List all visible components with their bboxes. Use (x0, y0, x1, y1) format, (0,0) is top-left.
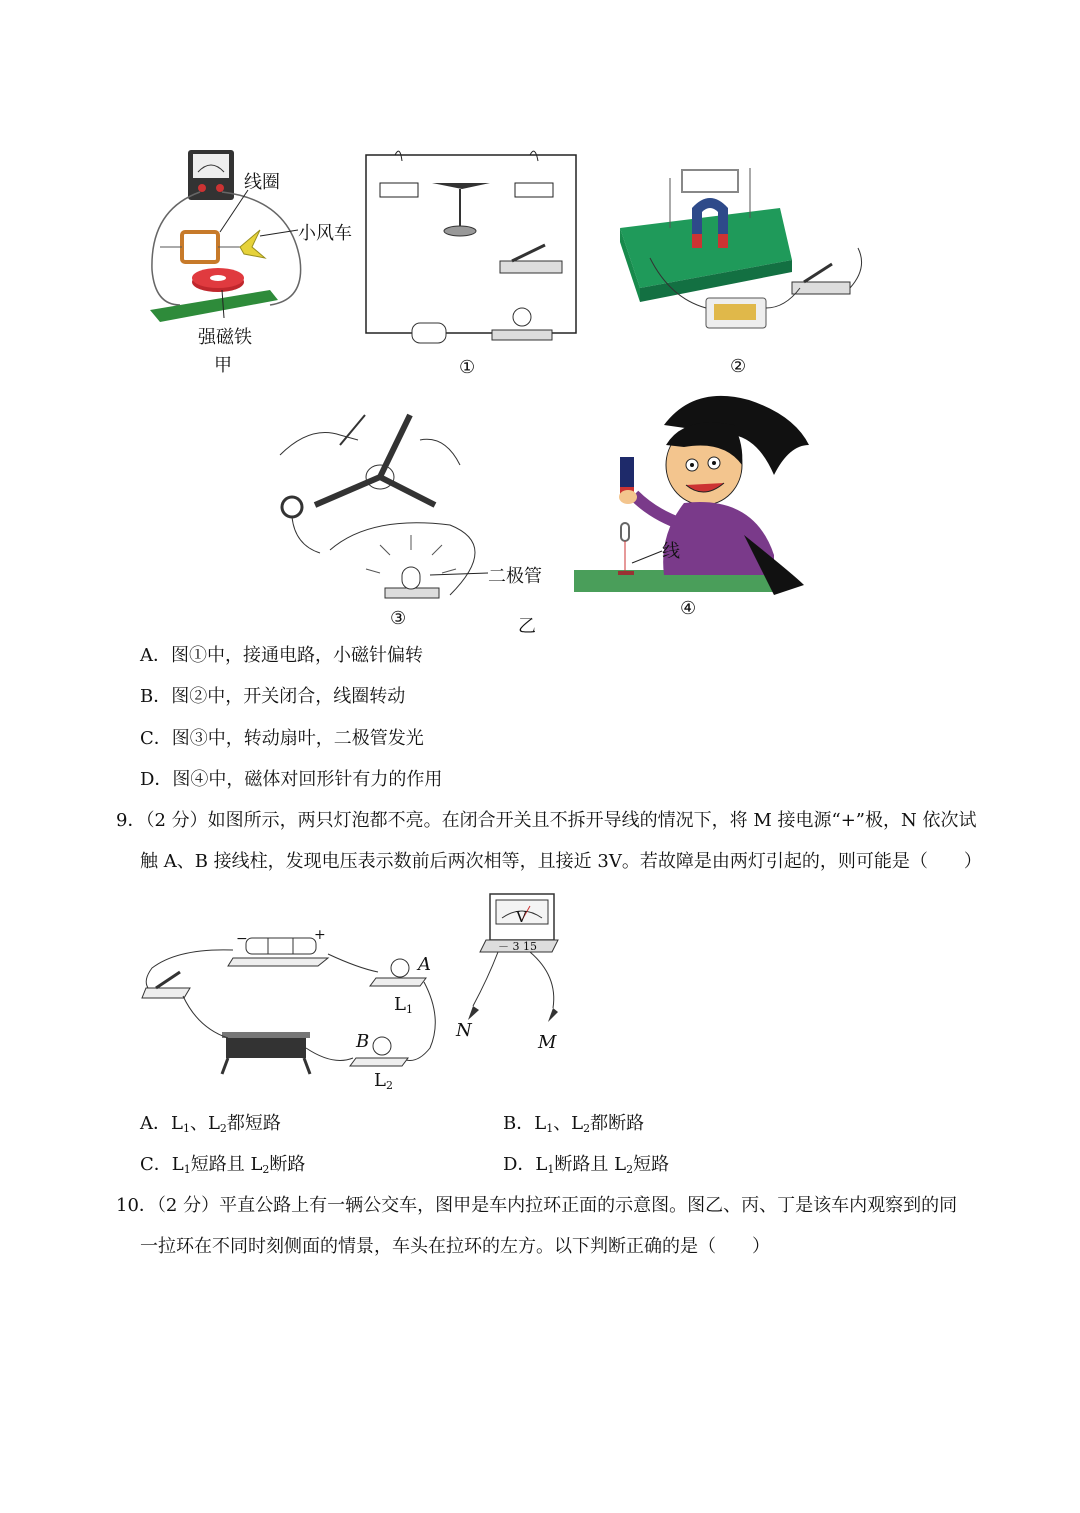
q9-stem-line1: 9．（2 分）如图所示，两只灯泡都不亮。在闭合开关且不拆开导线的情况下，将 M 接电源“+”极，N 依次试 (116, 810, 977, 831)
figure-2-caption: ② (730, 356, 747, 377)
q9-option-d[interactable]: D．$L_1$断路且 $L_2$短路 (503, 1154, 670, 1176)
q9-stem-line2: 触 A、B 接线柱，发现电压表示数前后两次相等，且接近 3V。若故障是由两灯引起的，则可能是（ ） (140, 851, 982, 872)
figure-yi-caption: 乙 (518, 616, 536, 637)
diode-label: 二极管 (488, 566, 542, 587)
l2-label: $L_2$ (374, 1070, 393, 1092)
figure-jia-caption: 甲 (214, 355, 232, 376)
q10-stem-line2: 一拉环在不同时刻侧面的情景，车头在拉环的左方。以下判断正确的是（ ） (140, 1236, 770, 1257)
figure-4 (574, 385, 824, 625)
q8-option-c[interactable]: C．图③中，转动扇叶，二极管发光 (140, 728, 424, 749)
terminal-b-label: B (356, 1031, 370, 1052)
q9-circuit-drawing (138, 888, 578, 1098)
thread-label: 线 (662, 541, 680, 562)
terminal-a-label: A (418, 954, 431, 975)
figure-4-caption: ④ (680, 598, 697, 619)
magnet-label: 强磁铁 (198, 327, 252, 348)
figure-2-motor (610, 148, 870, 348)
q9-option-c[interactable]: C．$L_1$短路且 $L_2$断路 (140, 1154, 306, 1176)
battery-plus: + (314, 927, 326, 943)
q8-option-d[interactable]: D．图④中，磁体对回形针有力的作用 (140, 769, 443, 790)
battery-minus: − (236, 931, 248, 947)
q9-option-b[interactable]: B．$L_1$、$L_2$都断路 (503, 1113, 645, 1135)
q10-stem-line1: 10．（2 分）平直公路上有一辆公交车，图甲是车内拉环正面的示意图。图乙、丙、丁是该车内观察到的同 (116, 1195, 958, 1216)
figure-1-circuit (360, 145, 590, 345)
fan-label: 小风车 (298, 223, 352, 244)
voltmeter-v-label: V (516, 908, 527, 926)
q9-option-a[interactable]: A．$L_1$、$L_2$都短路 (140, 1113, 281, 1135)
figure-3 (270, 405, 550, 630)
figure-1-caption: ① (459, 357, 476, 378)
coil-label: 线圈 (244, 172, 280, 193)
figure-2 (610, 148, 870, 388)
probe-m-label: M (538, 1032, 557, 1053)
q9-figure (138, 888, 578, 1098)
voltmeter-scale: － 3 15 (498, 940, 537, 953)
figure-jia (140, 140, 380, 380)
l1-label: $L_1$ (394, 994, 413, 1016)
probe-n-label: N (456, 1020, 472, 1041)
figure-4-girl (574, 385, 824, 600)
q8-option-b[interactable]: B．图②中，开关闭合，线圈转动 (140, 686, 406, 707)
figure-1 (360, 145, 590, 385)
q8-option-a[interactable]: A．图①中，接通电路，小磁针偏转 (140, 645, 423, 666)
figure-3-caption: ③ (390, 608, 407, 629)
